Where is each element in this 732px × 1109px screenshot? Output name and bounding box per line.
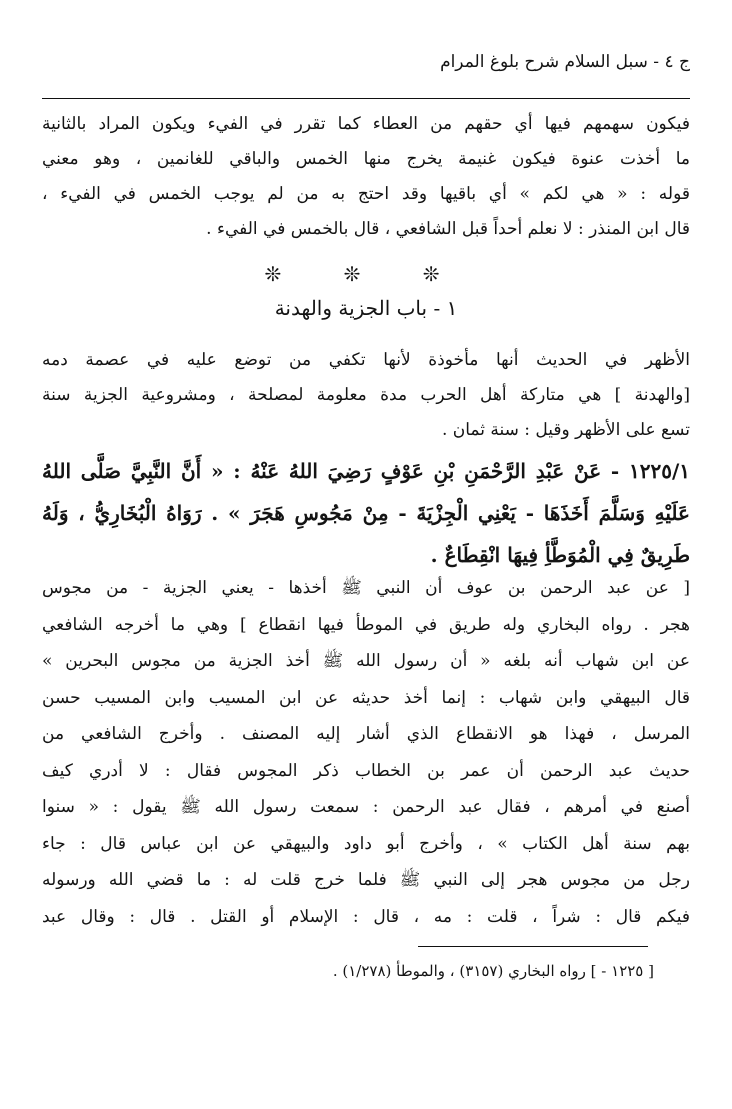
footnote: [ ١٢٢٥ - ] رواه البخاري (٣١٥٧) ، والموطأ (١/٢٧٨) . (332, 962, 654, 980)
text-line: قال ابن المنذر : لا نعلم أحداً قبل الشافعي ، قال بالخمس في الفيء . (206, 219, 690, 239)
text-line: [والهدنة ] هي متاركة أهل الحرب مدة معلومة لمصلحة ، ومشروعية الجزية سنة (42, 385, 690, 405)
text-line: رجل من مجوس هجر إلى النبي ﷺ فلما خرج قلت له : ما قضي الله ورسوله (42, 870, 690, 890)
hadith-line: عَلَيْهِ وَسَلَّمَ أَخَذَهَا - يَعْنِي الْجِزْيَةَ - مِنْ مَجُوسِ هَجَرَ » . رَوَاهُ الْبُخَارِيُّ ، وَلَهُ (42, 501, 690, 525)
header-rule (42, 98, 690, 99)
text-line: فيكم قال : شراً ، قلت : مه ، قال : الإسلام أو القتل . قال : وقال عبد (42, 906, 690, 927)
text-line: عن ابن شهاب أنه بلغه « أن رسول الله ﷺ أخذ الجزية من مجوس البحرين » (42, 651, 690, 671)
text-line: ما أخذت عنوة فيكون غنيمة يخرج منها الخمس والباقي للغانمين ، وهو معني (42, 149, 690, 169)
section-separator: ❊ ❊ ❊ (264, 262, 468, 286)
hadith-text (42, 450, 690, 576)
text-line: المرسل ، فهذا هو الانقطاع الذي أشار إليه المصنف . وأخرج الشافعي من (42, 724, 690, 744)
text-line: قال البيهقي وابن شهاب : إنما أخذ حديثه عن ابن المسيب وابن المسيب حسن (42, 687, 690, 708)
text-line: تسع على الأظهر وقيل : سنة ثمان . (441, 420, 690, 440)
text-line: حديث عبد الرحمن أن عمر بن الخطاب ذكر المجوس فقال : لا أدري كيف (42, 760, 690, 781)
commentary-paragraph (42, 570, 690, 935)
text-line: قوله : « هي لكم » أي باقيها وقد احتج به من لم يوجب الخمس في الفيء ، (42, 184, 690, 204)
text-line: بهم سنة أهل الكتاب » ، وأخرج أبو داود والبيهقي عن ابن عباس قال : جاء (42, 833, 690, 854)
footnote-rule (418, 946, 648, 947)
hadith-line: طَرِيقٌ فِي الْمُوَطَّأِ فِيهَا انْقِطَاعٌ . (430, 543, 690, 567)
text-line: هجر . رواه البخاري وله طريق في الموطأ فيها انقطاع ] وهي ما أخرجه الشافعي (42, 614, 690, 635)
text-line: فيكون سهمهم فيها أي حقهم من العطاء كما تقرر في الفيء ويكون المراد بالثانية (42, 114, 690, 134)
running-header: ج ٤ - سبل السلام شرح بلوغ المرام (440, 52, 690, 72)
chapter-title: ١ - باب الجزية والهدنة (274, 296, 458, 320)
intro-paragraph (42, 107, 690, 247)
definition-paragraph (42, 343, 690, 448)
text-line: الأظهر في الحديث أنها مأخوذة لأنها تكفي من توضع عليه في عصمة دمه (42, 350, 690, 370)
text-line: أصنع في أمرهم ، فقال عبد الرحمن : سمعت رسول الله ﷺ يقول : « سنوا (42, 797, 690, 817)
hadith-line: ١٢٢٥/١ - عَنْ عَبْدِ الرَّحْمَنِ بْنِ عَوْفٍ رَضِيَ اللهُ عَنْهُ : « أَنَّ النَّبِيَّ صَلَّى اللهُ (42, 459, 690, 483)
text-line: [ عن عبد الرحمن بن عوف أن النبي ﷺ أخذها - يعني الجزية - من مجوس (42, 578, 690, 598)
